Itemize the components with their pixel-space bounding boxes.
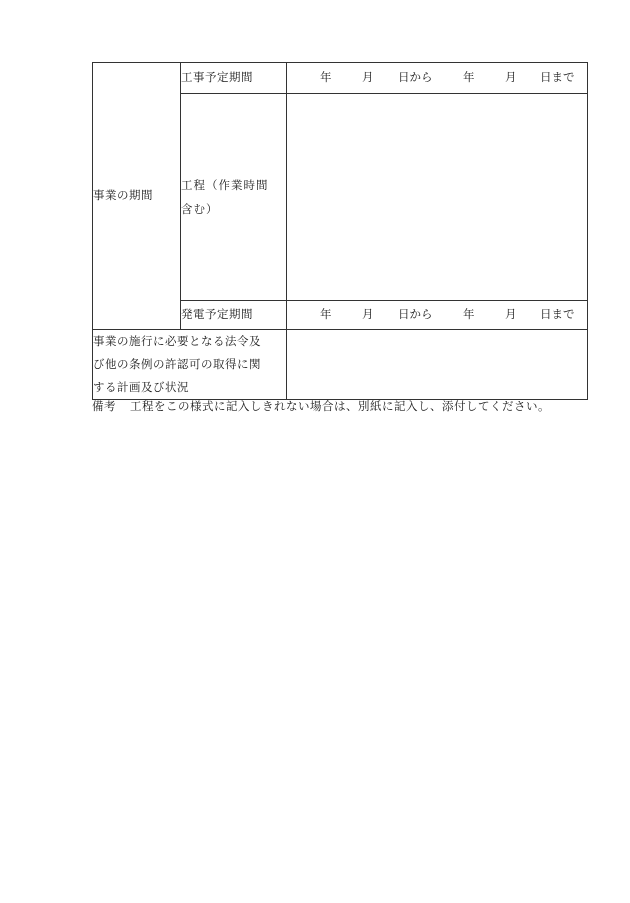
generation-period-label-cell	[181, 301, 287, 330]
construction-year2-label: 年	[463, 70, 475, 85]
permits-label-cell	[93, 330, 287, 400]
remarks-text: 工程をこの様式に記入しきれない場合は、別紙に記入し、添付してください。	[130, 399, 550, 413]
process-label-line2: 含む）	[181, 202, 219, 216]
construction-year-label: 年	[320, 70, 332, 85]
generation-year-label: 年	[320, 307, 332, 322]
construction-day-from-label: 日から	[398, 70, 433, 85]
process-label-cell	[181, 94, 287, 301]
period-group-label-cell	[93, 63, 181, 330]
generation-period-label: 発電予定期間	[181, 307, 253, 322]
construction-period-label: 工事予定期間	[181, 70, 253, 85]
construction-month2-label: 月	[505, 70, 517, 85]
period-group-label: 事業の期間	[93, 188, 153, 203]
process-input-field[interactable]	[287, 94, 588, 301]
generation-month-label: 月	[362, 307, 374, 322]
construction-period-dates-field[interactable]	[287, 63, 588, 94]
permits-label-line1: 事業の施行に必要となる法令及	[93, 334, 261, 348]
permits-label-line3: する計画及び状況	[93, 380, 189, 394]
project-period-form-table	[92, 62, 588, 400]
remarks-label: 備考	[92, 399, 116, 413]
generation-year2-label: 年	[463, 307, 475, 322]
remarks-note	[92, 398, 550, 414]
generation-period-dates-field[interactable]	[287, 301, 588, 330]
permits-label-line2: び他の条例の許認可の取得に関	[93, 357, 261, 371]
generation-day-until-label: 日まで	[540, 307, 575, 322]
process-label-line1: 工程（作業時間	[181, 178, 269, 192]
generation-month2-label: 月	[505, 307, 517, 322]
construction-period-label-cell	[181, 63, 287, 94]
construction-month-label: 月	[362, 70, 374, 85]
permits-input-field[interactable]	[287, 330, 588, 400]
generation-day-from-label: 日から	[398, 307, 433, 322]
construction-day-until-label: 日まで	[540, 70, 575, 85]
